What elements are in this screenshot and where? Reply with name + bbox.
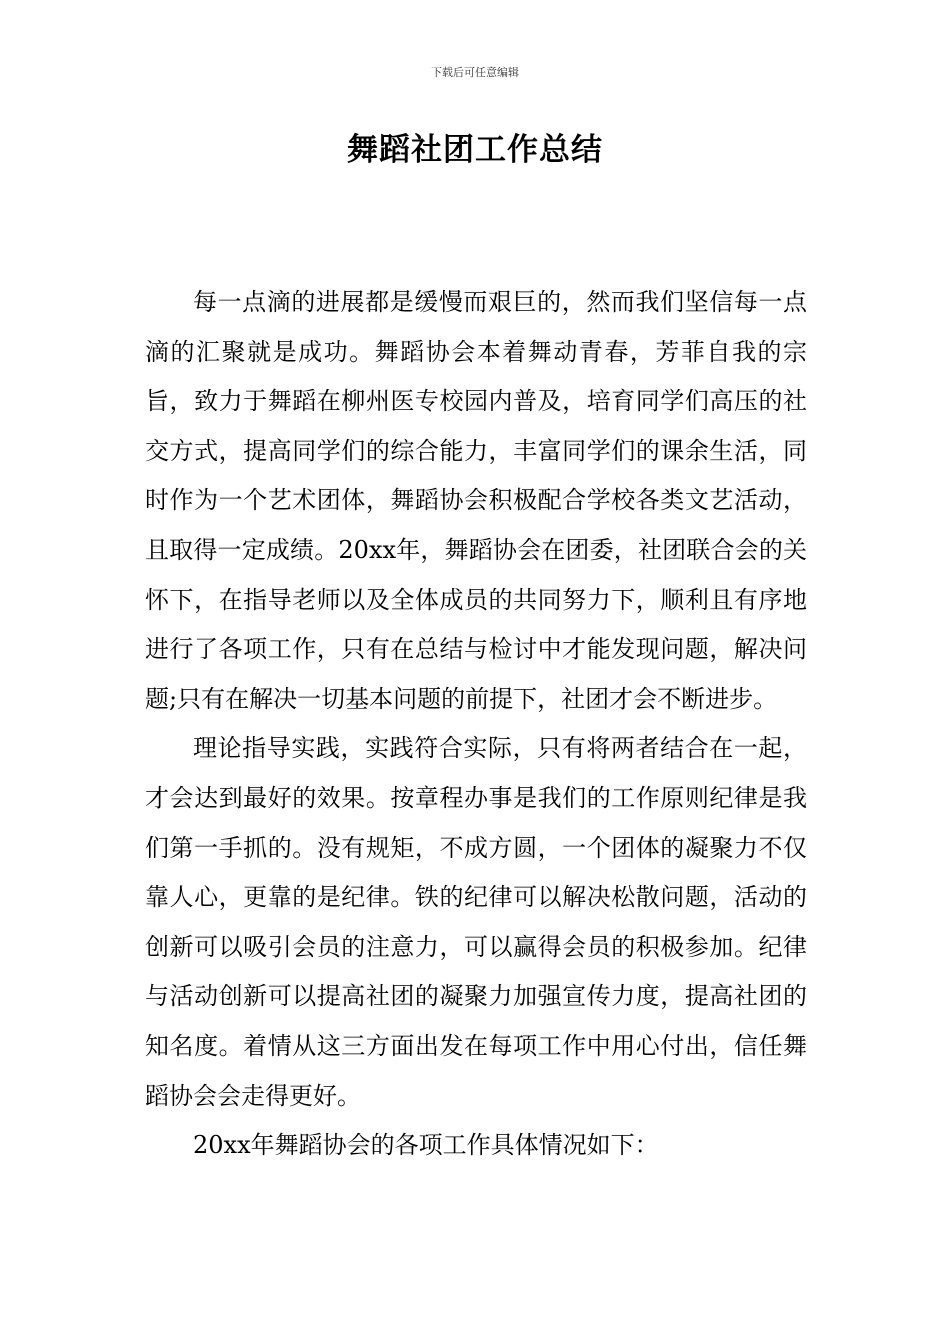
document-body [145, 278, 807, 1171]
paragraph-1: 每一点滴的进展都是缓慢而艰巨的，然而我们坚信每一点滴的汇聚就是成功。舞蹈协会本着舞动青春，芳菲自我的宗旨，致力于舞蹈在柳州医专校园内普及，培育同学们高压的社交方式，提高同学们的综合能力，丰富同学们的课余生活，同时作为一个艺术团体，舞蹈协会积极配合学校各类文艺活动，且取得一定成绩。20xx年，舞蹈协会在团委，社团联合会的关怀下，在指导老师以及全体成员的共同努力下，顺利且有序地进行了各项工作，只有在总结与检讨中才能发现问题，解决问题;只有在解决一切基本问题的前提下，社团才会不断进步。 [145, 288, 807, 713]
paragraph-2: 理论指导实践，实践符合实际，只有将两者结合在一起，才会达到最好的效果。按章程办事是我们的工作原则纪律是我们第一手抓的。没有规矩，不成方圆，一个团体的凝聚力不仅靠人心，更靠的是纪律。铁的纪律可以解决松散问题，活动的创新可以吸引会员的注意力，可以赢得会员的积极参加。纪律与活动创新可以提高社团的凝聚力加强宣传力度，提高社团的知名度。着情从这三方面出发在每项工作中用心付出，信任舞蹈协会会走得更好。 [145, 734, 807, 1110]
page-title: 舞蹈社团工作总结 [347, 132, 603, 168]
header-note: 下载后可任意编辑 [431, 66, 519, 79]
paragraph-3: 20xx年舞蹈协会的各项工作具体情况如下： [193, 1131, 659, 1160]
